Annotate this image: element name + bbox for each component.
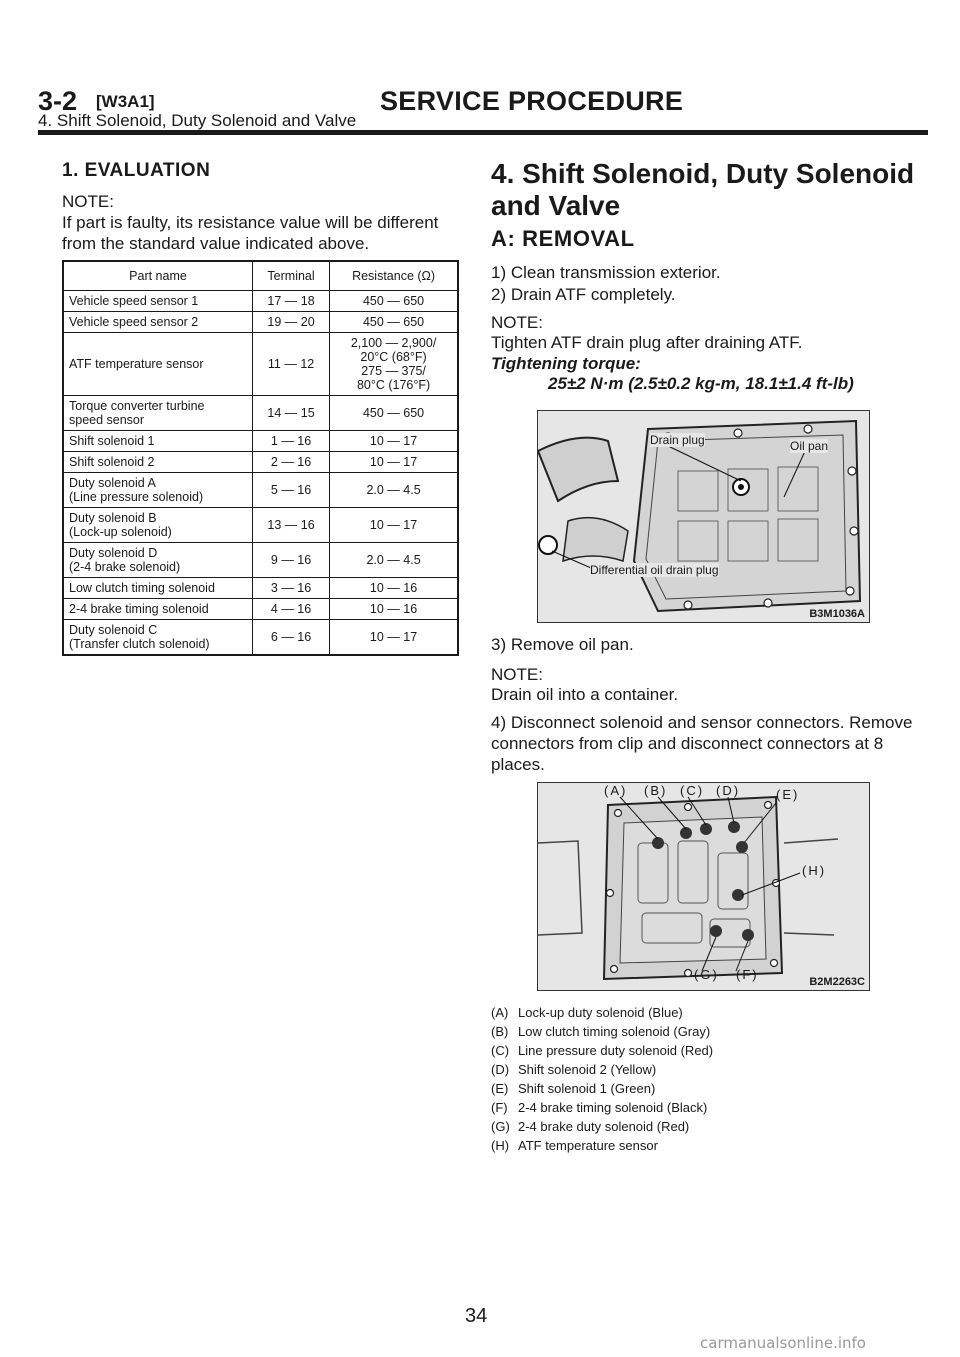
legend-key: (G)	[491, 1119, 510, 1134]
table-row	[63, 473, 458, 508]
resistance-cell: 450 — 650	[330, 312, 458, 333]
callout-e: (E)	[776, 787, 800, 802]
evaluation-note-text: If part is faulty, its resistance value will be different from the standard value indicated above.	[62, 213, 439, 253]
part-name-cell: Vehicle speed sensor 1	[63, 291, 253, 312]
table-body	[63, 291, 458, 656]
callout-h: (H)	[802, 863, 827, 878]
resistance-table	[62, 260, 459, 656]
legend-item	[491, 1119, 689, 1134]
watermark: carmanualsonline.info	[700, 1334, 866, 1352]
col-part-name: Part name	[63, 261, 253, 291]
table-row	[63, 620, 458, 656]
part-name-cell: ATF temperature sensor	[63, 333, 253, 396]
table-header-row	[63, 261, 458, 291]
legend-item	[491, 1062, 656, 1077]
table-row	[63, 291, 458, 312]
part-name-cell: Shift solenoid 2	[63, 452, 253, 473]
terminal-cell: 5 — 16	[253, 473, 330, 508]
legend-item	[491, 1081, 655, 1096]
evaluation-note-label: NOTE:	[62, 192, 114, 211]
terminal-cell: 13 — 16	[253, 508, 330, 543]
terminal-cell: 19 — 20	[253, 312, 330, 333]
terminal-cell: 9 — 16	[253, 543, 330, 578]
part-name-cell: 2-4 brake timing solenoid	[63, 599, 253, 620]
note-drain-container: Drain oil into a container.	[491, 685, 679, 704]
terminal-cell: 11 — 12	[253, 333, 330, 396]
callout-d: (D)	[716, 783, 741, 798]
legend-key: (B)	[491, 1024, 509, 1039]
oil-pan-figure	[537, 410, 870, 623]
note-drain-plug: Tighten ATF drain plug after draining ATF.	[491, 333, 803, 352]
page-subtitle: 4. Shift Solenoid, Duty Solenoid and Valve	[38, 111, 357, 130]
table-row	[63, 578, 458, 599]
terminal-cell: 1 — 16	[253, 431, 330, 452]
legend-text: ATF temperature sensor	[518, 1138, 658, 1153]
torque-value: 25±2 N·m (2.5±0.2 kg-m, 18.1±1.4 ft-lb)	[548, 374, 854, 393]
step-2: 2) Drain ATF completely.	[491, 285, 676, 304]
resistance-cell: 450 — 650	[330, 396, 458, 431]
legend-item	[491, 1138, 658, 1153]
part-name-cell: Vehicle speed sensor 2	[63, 312, 253, 333]
col-resistance: Resistance (Ω)	[330, 261, 458, 291]
part-name-cell: Duty solenoid D (2-4 brake solenoid)	[63, 543, 253, 578]
table-row	[63, 312, 458, 333]
page-title: SERVICE PROCEDURE	[380, 86, 684, 116]
legend-item	[491, 1024, 710, 1039]
col-terminal: Terminal	[253, 261, 330, 291]
section-number: 3-2	[38, 86, 78, 116]
table-row	[63, 396, 458, 431]
label-drain-plug: Drain plug	[650, 433, 705, 447]
part-name-cell: Duty solenoid A (Line pressure solenoid)	[63, 473, 253, 508]
figure-code-2: B2M2263C	[809, 976, 865, 988]
table-row	[63, 508, 458, 543]
part-name-cell: Torque converter turbine speed sensor	[63, 396, 253, 431]
resistance-cell: 10 — 17	[330, 620, 458, 656]
resistance-cell: 2,100 — 2,900/ 20°C (68°F) 275 — 375/ 80°C (176°F)	[330, 333, 458, 396]
resistance-cell: 2.0 — 4.5	[330, 473, 458, 508]
legend-text: 2-4 brake duty solenoid (Red)	[518, 1119, 690, 1134]
table-row	[63, 599, 458, 620]
legend-key: (H)	[491, 1138, 510, 1153]
table-row	[63, 333, 458, 396]
legend-item	[491, 1043, 713, 1058]
table-row	[63, 543, 458, 578]
part-name-cell: Shift solenoid 1	[63, 431, 253, 452]
header-rule	[38, 130, 928, 135]
legend-text: Line pressure duty solenoid (Red)	[518, 1043, 714, 1058]
figure-code-1: B3M1036A	[809, 608, 865, 620]
table-row	[63, 452, 458, 473]
terminal-cell: 3 — 16	[253, 578, 330, 599]
label-differential-plug: Differential oil drain plug	[590, 563, 719, 577]
page-number: 34	[465, 1305, 488, 1327]
callout-g: (G)	[694, 967, 719, 982]
section-code: [W3A1]	[96, 92, 155, 111]
step-1: 1) Clean transmission exterior.	[491, 263, 721, 282]
legend-text: Low clutch timing solenoid (Gray)	[518, 1024, 711, 1039]
callout-b: (B)	[644, 783, 668, 798]
legend-item	[491, 1005, 683, 1020]
legend-key: (A)	[491, 1005, 509, 1020]
part-name-cell: Duty solenoid C (Transfer clutch solenoid)	[63, 620, 253, 656]
resistance-cell: 10 — 16	[330, 599, 458, 620]
evaluation-heading: 1. EVALUATION	[62, 160, 211, 181]
resistance-cell: 10 — 17	[330, 508, 458, 543]
terminal-cell: 4 — 16	[253, 599, 330, 620]
resistance-cell: 2.0 — 4.5	[330, 543, 458, 578]
legend-text: 2-4 brake timing solenoid (Black)	[518, 1100, 708, 1115]
note-label-2: NOTE:	[491, 665, 543, 684]
part-name-cell: Duty solenoid B (Lock-up solenoid)	[63, 508, 253, 543]
legend-key: (C)	[491, 1043, 510, 1058]
legend-key: (D)	[491, 1062, 510, 1077]
terminal-cell: 6 — 16	[253, 620, 330, 656]
table-row	[63, 431, 458, 452]
legend-text: Shift solenoid 2 (Yellow)	[518, 1062, 657, 1077]
callout-f: (F)	[736, 967, 759, 982]
resistance-cell: 10 — 17	[330, 431, 458, 452]
terminal-cell: 17 — 18	[253, 291, 330, 312]
legend-text: Lock-up duty solenoid (Blue)	[518, 1005, 683, 1020]
step-4: 4) Disconnect solenoid and sensor connectors. Remove connectors from clip and disconnect connectors at 8 places.	[491, 713, 913, 774]
legend-text: Shift solenoid 1 (Green)	[518, 1081, 656, 1096]
legend-key: (E)	[491, 1081, 509, 1096]
resistance-cell: 450 — 650	[330, 291, 458, 312]
label-oil-pan: Oil pan	[790, 439, 829, 453]
resistance-cell: 10 — 17	[330, 452, 458, 473]
terminal-cell: 14 — 15	[253, 396, 330, 431]
valve-body-figure	[537, 782, 870, 991]
part-name-cell: Low clutch timing solenoid	[63, 578, 253, 599]
callout-c: (C)	[680, 783, 705, 798]
terminal-cell: 2 — 16	[253, 452, 330, 473]
torque-label: Tightening torque:	[491, 354, 641, 373]
section-heading: 4. Shift Solenoid, Duty Solenoid and Valve	[491, 158, 915, 221]
callout-a: (A)	[604, 783, 628, 798]
legend-key: (F)	[491, 1100, 508, 1115]
resistance-cell: 10 — 16	[330, 578, 458, 599]
note-label: NOTE:	[491, 313, 543, 332]
removal-heading: A: REMOVAL	[491, 226, 635, 251]
valve-body-drawing	[538, 783, 869, 990]
legend-item	[491, 1100, 707, 1115]
step-3: 3) Remove oil pan.	[491, 635, 634, 654]
